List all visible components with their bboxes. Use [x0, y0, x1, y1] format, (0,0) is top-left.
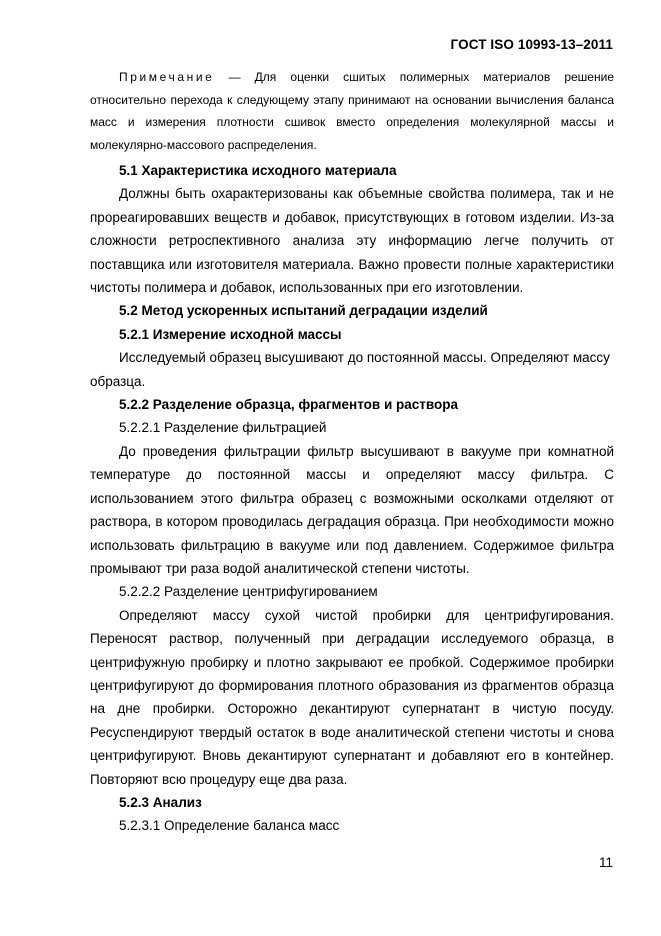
- document-body: [90, 66, 614, 838]
- section-5-2-3-heading: 5.2.3 Анализ: [119, 794, 202, 810]
- section-5-2-1-text: Исследуемый образец высушивают до постоянной массы. Определяют массу образца.: [90, 350, 610, 389]
- section-5-2-3-1-heading: 5.2.3.1 Определение баланса масс: [119, 818, 340, 834]
- section-5-2-1-heading: 5.2.1 Измерение исходной массы: [119, 326, 342, 342]
- section-5-1-heading: 5.1 Характеристика исходного материала: [119, 163, 397, 178]
- standard-code-header: ГОСТ ISO 10993-13–2011: [450, 37, 613, 52]
- section-5-2-heading: 5.2 Метод ускоренных испытаний деградации изделий: [119, 303, 488, 319]
- note-label: Примечание: [119, 70, 215, 84]
- page-number: 11: [598, 855, 613, 870]
- section-5-1-text: Должны быть охарактеризованы как объемные свойства полимера, так и не прореагировавших веществ и добавок, присутствующих в готовом изделии. Из-за сложности ретроспективного анализа эту информацию легче получить от поставщика или изготовителя материала. Важно провести полные характеристики чистоты полимера и добавок, использованных при его изготовлении.: [90, 186, 614, 296]
- section-5-2-2-heading: 5.2.2 Разделение образца, фрагментов и раствора: [119, 397, 458, 413]
- section-5-2-2-2-text: Определяют массу сухой чистой пробирки для центрифугирования. Переносят раствор, полученный при деградации исследуемого образца, в центрифужную пробирку и плотно закрывают ее пробкой. Содержимое пробирки центрифугируют до формирования плотного образования из фрагментов образца на дне пробирки. Осторожно декантируют супернатант в чистую посуду. Ресуспендируют твердый остаток в воде аналитической степени чистоты и снова центрифугируют. Вновь декантируют супернатант и добавляют его в контейнер. Повторяют всю процедуру еще два раза.: [90, 607, 614, 787]
- section-5-2-2-1-text: До проведения фильтрации фильтр высушивают в вакууме при комнатной температуре до постоянной массы и определяют массу фильтра. С использованием этого фильтра образец с возможными осколками отделяют от раствора, в котором проводилась деградация образца. При необходимости можно использовать фильтрацию в вакууме или под давлением. Содержимое фильтра промывают три раза водой аналитической степени чистоты.: [90, 443, 614, 576]
- note-text: — Для оценки сшитых полимерных материалов решение относительно перехода к следующему этапу принимают на основании вычисления баланса масс и измерения плотности сшивок вместо определения молекулярной массы и молекулярно-массового распределения.: [90, 70, 614, 152]
- note-paragraph: [90, 66, 614, 156]
- section-5-2-2-2-heading: 5.2.2.2 Разделение центрифугированием: [119, 584, 378, 600]
- section-5-2-2-1-heading: 5.2.2.1 Разделение фильтрацией: [119, 420, 327, 436]
